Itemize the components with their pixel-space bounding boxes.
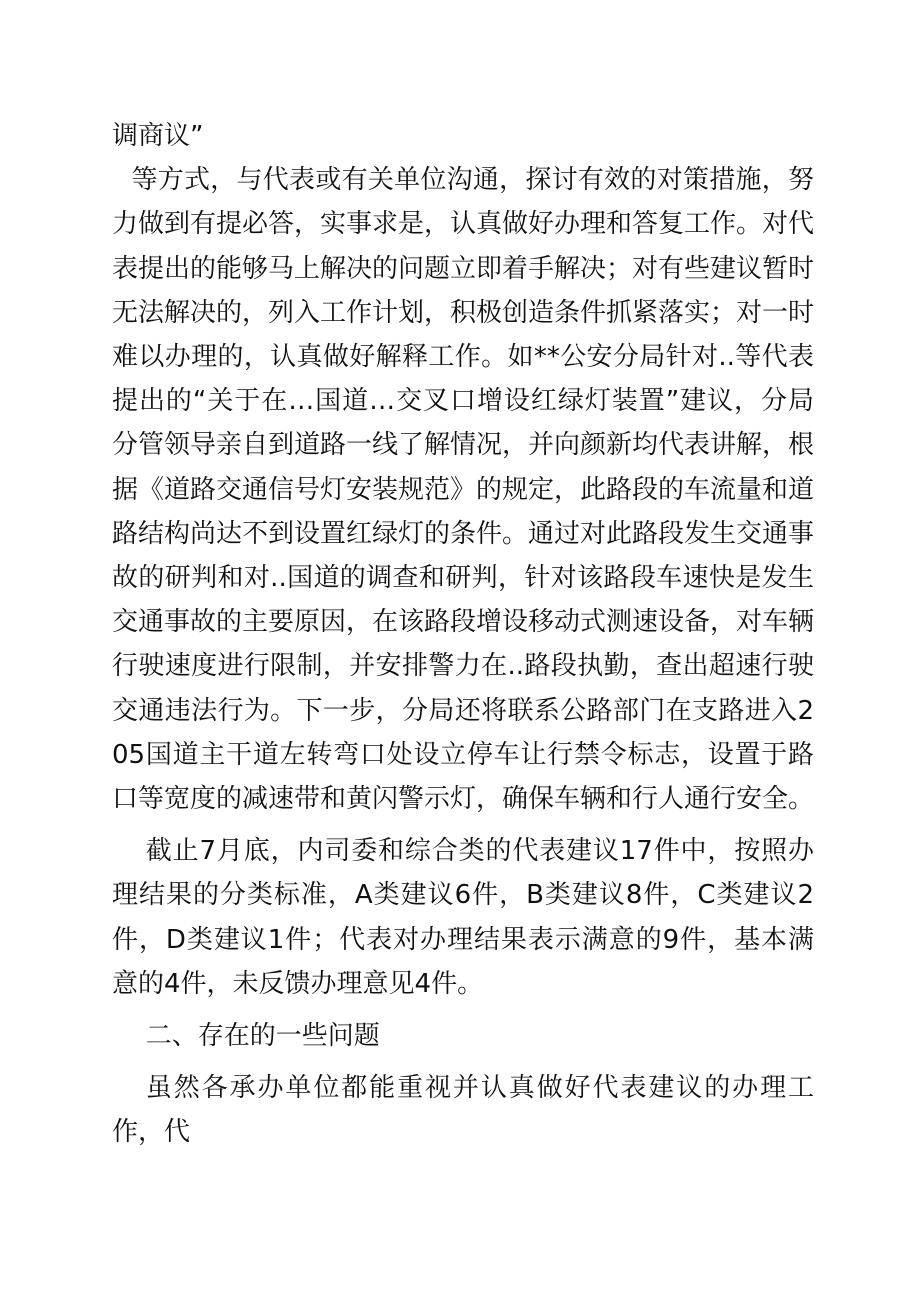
paragraph-problems-intro: 虽然各承办单位都能重视并认真做好代表建议的办理工作，代	[112, 1073, 814, 1148]
paragraph-handling-methods: 等方式，与代表或有关单位沟通，探讨有效的对策措施，努力做到有提必答，实事求是，认真做好办理和答复工作。对代表提出的能够马上解决的问题立即着手解决；对有些建议暂时无法解决的，列入工作计划，积极创造条件抓紧落实；对一时难以办理的，认真做好解释工作。如**公安分局针对..等代表提出的“关于在…国道…交叉口增设红绿灯装置”建议，分局分管领导亲自到道路一线了解情况，并向颜新均代表讲解，根据《道路交通信号灯安装规范》的规定，此路段的车流量和道路结构尚达不到设置红绿灯的条件。通过对此路段发生交通事故的研判和对..国道的调查和研判，针对该路段车速快是发生交通事故的主要原因，在该路段增设移动式测速设备，对车辆行驶速度进行限制，并安排警力在..路段执勤，查出超速行驶交通违法行为。下一步，分局还将联系公路部门在支路进入205国道主干道左转弯口处设立停车让行禁令标志，设置于路口等宽度的减速带和黄闪警示灯，确保车辆和行人通行安全。	[112, 165, 815, 815]
document-body	[112, 114, 814, 1155]
paragraph-statistics: 截止7月底，内司委和综合类的代表建议17件中，按照办理结果的分类标准，A类建议6件，B类建议8件，C类建议2件，D类建议1件；代表对办理结果表示满意的9件，基本满意的4件，未反馈办理意见4件。	[112, 836, 814, 999]
section-heading-problems: 二、存在的一些问题	[145, 1021, 380, 1052]
paragraph-continuation: 调商议”	[112, 121, 204, 151]
